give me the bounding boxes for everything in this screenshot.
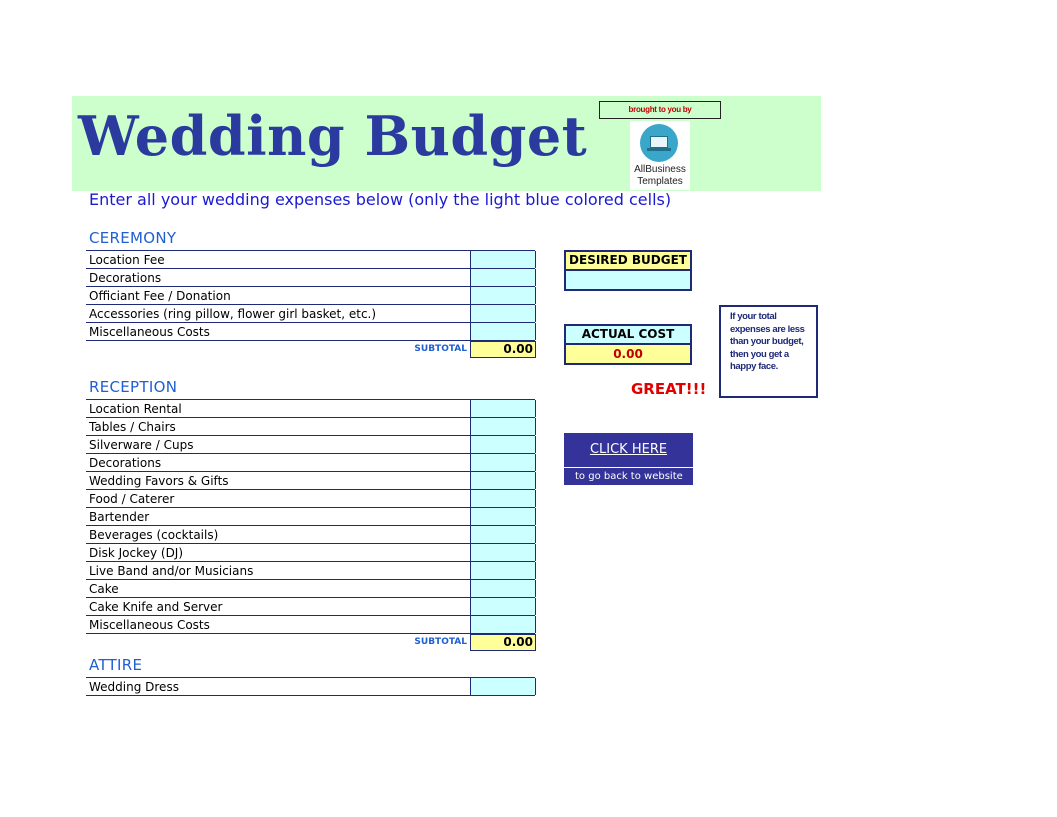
table-row: [86, 544, 535, 562]
table-row: [86, 400, 535, 418]
table-row: [86, 526, 535, 544]
expense-input-cell[interactable]: [470, 323, 536, 340]
expense-label: Decorations: [89, 271, 162, 285]
subtotal-value: 0.00: [470, 634, 536, 651]
reception-table: [86, 399, 535, 651]
expense-label: Bartender: [89, 510, 150, 524]
click-here-link[interactable]: CLICK HERE: [589, 442, 668, 457]
ceremony-table: [86, 250, 535, 358]
expense-input-cell[interactable]: [470, 436, 536, 453]
table-row: [86, 598, 535, 616]
section-heading-attire: ATTIRE: [89, 656, 143, 674]
happy-face-note: If your total expenses are less than your budget, then you get a happy face.: [719, 305, 818, 398]
expense-input-cell[interactable]: [470, 580, 536, 597]
expense-label: Wedding Favors & Gifts: [89, 474, 229, 488]
table-row: [86, 323, 535, 341]
expense-label: Location Fee: [89, 253, 165, 267]
expense-input-cell[interactable]: [470, 490, 536, 507]
click-here-button[interactable]: [564, 433, 693, 485]
table-row: [86, 490, 535, 508]
table-row: [86, 269, 535, 287]
expense-label: Decorations: [89, 456, 162, 470]
expense-input-cell[interactable]: [470, 508, 536, 525]
logo-text: AllBusiness Templates: [634, 164, 686, 187]
expense-input-cell[interactable]: [470, 544, 536, 561]
table-row: [86, 436, 535, 454]
expense-label: Location Rental: [89, 402, 182, 416]
expense-label: Tables / Chairs: [89, 420, 176, 434]
table-row: [86, 562, 535, 580]
expense-label: Officiant Fee / Donation: [89, 289, 231, 303]
subtotal-row: [86, 634, 535, 651]
expense-input-cell[interactable]: [470, 472, 536, 489]
actual-cost-value: 0.00: [566, 345, 690, 363]
expense-input-cell[interactable]: [470, 678, 536, 695]
table-row: [86, 418, 535, 436]
expense-label: Wedding Dress: [89, 680, 179, 694]
expense-label: Silverware / Cups: [89, 438, 194, 452]
expense-input-cell[interactable]: [470, 562, 536, 579]
allbusiness-logo[interactable]: [630, 121, 690, 190]
budget-status: GREAT!!!: [631, 380, 707, 398]
expense-input-cell[interactable]: [470, 269, 536, 286]
expense-input-cell[interactable]: [470, 598, 536, 615]
expense-label: Cake: [89, 582, 119, 596]
table-row: [86, 580, 535, 598]
table-row: [86, 454, 535, 472]
expense-input-cell[interactable]: [470, 287, 536, 304]
expense-label: Miscellaneous Costs: [89, 618, 210, 632]
table-row: [86, 251, 535, 269]
table-row: [86, 305, 535, 323]
table-row: [86, 616, 535, 634]
desired-budget-box: [564, 250, 692, 291]
expense-input-cell[interactable]: [470, 454, 536, 471]
brought-by-label: brought to you by: [599, 101, 721, 119]
expense-label: Food / Caterer: [89, 492, 175, 506]
page-title: Wedding Budget: [78, 104, 588, 168]
table-row: [86, 678, 535, 696]
actual-cost-box: [564, 324, 692, 365]
expense-input-cell[interactable]: [470, 251, 536, 268]
subtotal-row: [86, 341, 535, 358]
subtotal-value: 0.00: [470, 341, 536, 358]
subtotal-label: SUBTOTAL: [414, 344, 467, 354]
expense-input-cell[interactable]: [470, 305, 536, 322]
section-heading-ceremony: CEREMONY: [89, 229, 177, 247]
expense-input-cell[interactable]: [470, 400, 536, 417]
subtotal-label: SUBTOTAL: [414, 637, 467, 647]
expense-label: Miscellaneous Costs: [89, 325, 210, 339]
expense-label: Live Band and/or Musicians: [89, 564, 254, 578]
actual-cost-label: ACTUAL COST: [566, 326, 690, 345]
expense-label: Cake Knife and Server: [89, 600, 223, 614]
table-row: [86, 287, 535, 305]
expense-input-cell[interactable]: [470, 526, 536, 543]
expense-label: Accessories (ring pillow, flower girl basket, etc.): [89, 307, 377, 321]
table-row: [86, 508, 535, 526]
expense-label: Disk Jockey (DJ): [89, 546, 184, 560]
desired-budget-input[interactable]: [566, 271, 690, 289]
section-heading-reception: RECEPTION: [89, 378, 178, 396]
expense-label: Beverages (cocktails): [89, 528, 219, 542]
desired-budget-label: DESIRED BUDGET: [566, 252, 690, 271]
attire-table: [86, 677, 535, 696]
back-to-website-label: to go back to website: [575, 471, 683, 482]
expense-input-cell[interactable]: [470, 616, 536, 633]
instructions-text: Enter all your wedding expenses below (only the light blue colored cells): [89, 190, 672, 209]
table-row: [86, 472, 535, 490]
expense-input-cell[interactable]: [470, 418, 536, 435]
